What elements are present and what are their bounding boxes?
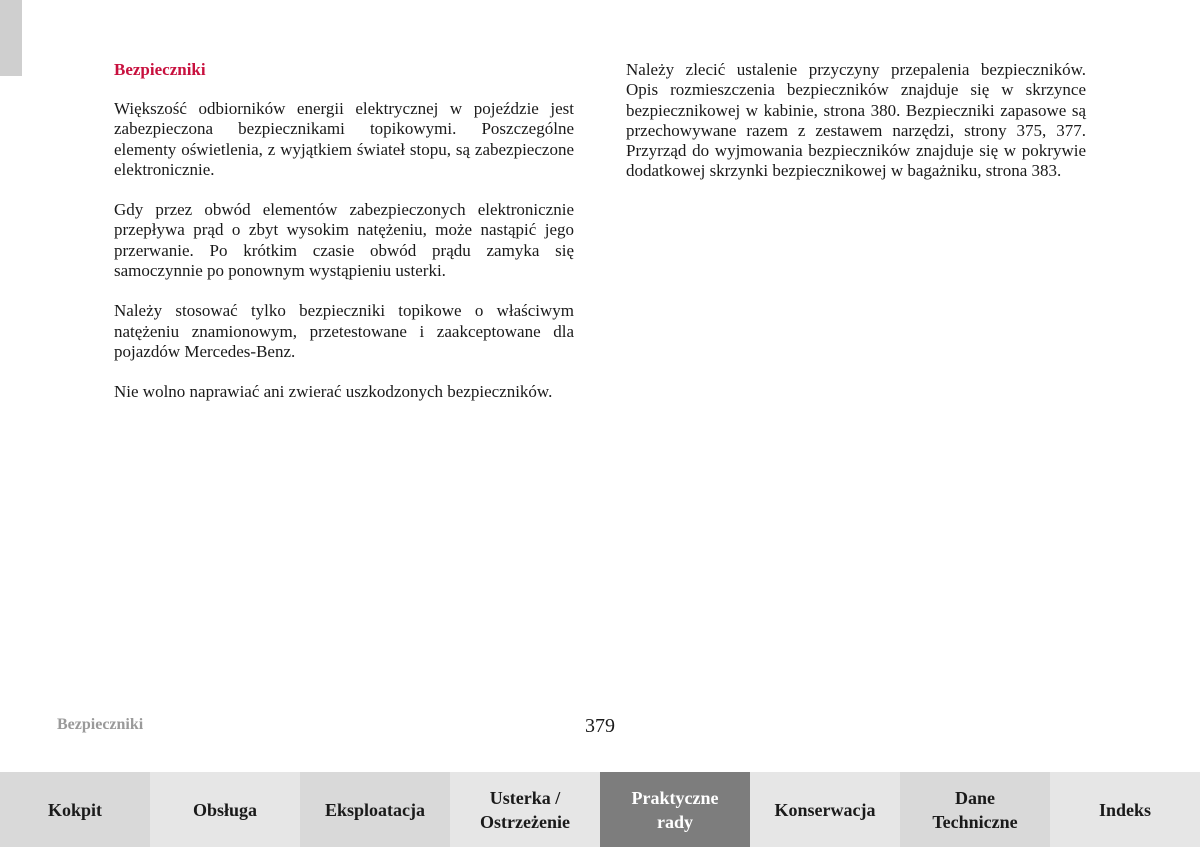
- nav-tab-konserwacja[interactable]: Konserwacja: [750, 772, 900, 847]
- page-number: 379: [585, 715, 615, 737]
- paragraph: Gdy przez obwód elementów zabezpieczonych elektronicznie przepływa prąd o zbyt wysokim natężeniu, może nastąpić jego przerwanie. Po krótkim czasie obwód prądu zamyka się samoczynnie po ponownym wystąpieniu usterki.: [114, 200, 574, 281]
- paragraph: Należy stosować tylko bezpieczniki topikowe o właściwym natężeniu znamionowym, przetestowane i zaakceptowane dla pojazdów Mercedes-Benz.: [114, 301, 574, 361]
- nav-tab-obsluga[interactable]: Obsługa: [150, 772, 300, 847]
- nav-tab-dane-techniczne[interactable]: Dane Techniczne: [900, 772, 1050, 847]
- paragraph: Większość odbiorników energii elektrycznej w pojeździe jest zabezpieczona bezpiecznikami topikowymi. Poszczególne elementy oświetlenia, z wyjątkiem świateł stopu, są zabezpieczone elektronicznie.: [114, 99, 574, 179]
- left-column: [114, 60, 574, 423]
- nav-tab-eksploatacja[interactable]: Eksploatacja: [300, 772, 450, 847]
- nav-tab-kokpit[interactable]: Kokpit: [0, 772, 150, 847]
- nav-tab-praktyczne-rady[interactable]: Praktyczne rady: [600, 772, 750, 847]
- nav-tab-indeks[interactable]: Indeks: [1050, 772, 1200, 847]
- corner-marker: [0, 0, 22, 76]
- right-column: [626, 60, 1086, 202]
- nav-tab-usterka-ostrzezenie[interactable]: Usterka / Ostrzeżenie: [450, 772, 600, 847]
- paragraph: Należy zlecić ustalenie przyczyny przepalenia bezpieczników. Opis rozmieszczenia bezpieczników znajduje się w skrzynce bezpiecznikowej w kabinie, strona 380. Bezpieczniki zapasowe są przechowywane razem z zestawem narzędzi, strony 375, 377. Przyrząd do wyjmowania bezpieczników znajduje się w pokrywie dodatkowej skrzynki bezpiecznikowej w bagażniku, strona 383.: [626, 60, 1086, 181]
- section-heading: Bezpieczniki: [114, 60, 206, 79]
- footer-section-label: Bezpieczniki: [57, 716, 144, 733]
- chapter-nav-bar: [0, 772, 1200, 847]
- paragraph: Nie wolno naprawiać ani zwierać uszkodzonych bezpieczników.: [114, 382, 553, 402]
